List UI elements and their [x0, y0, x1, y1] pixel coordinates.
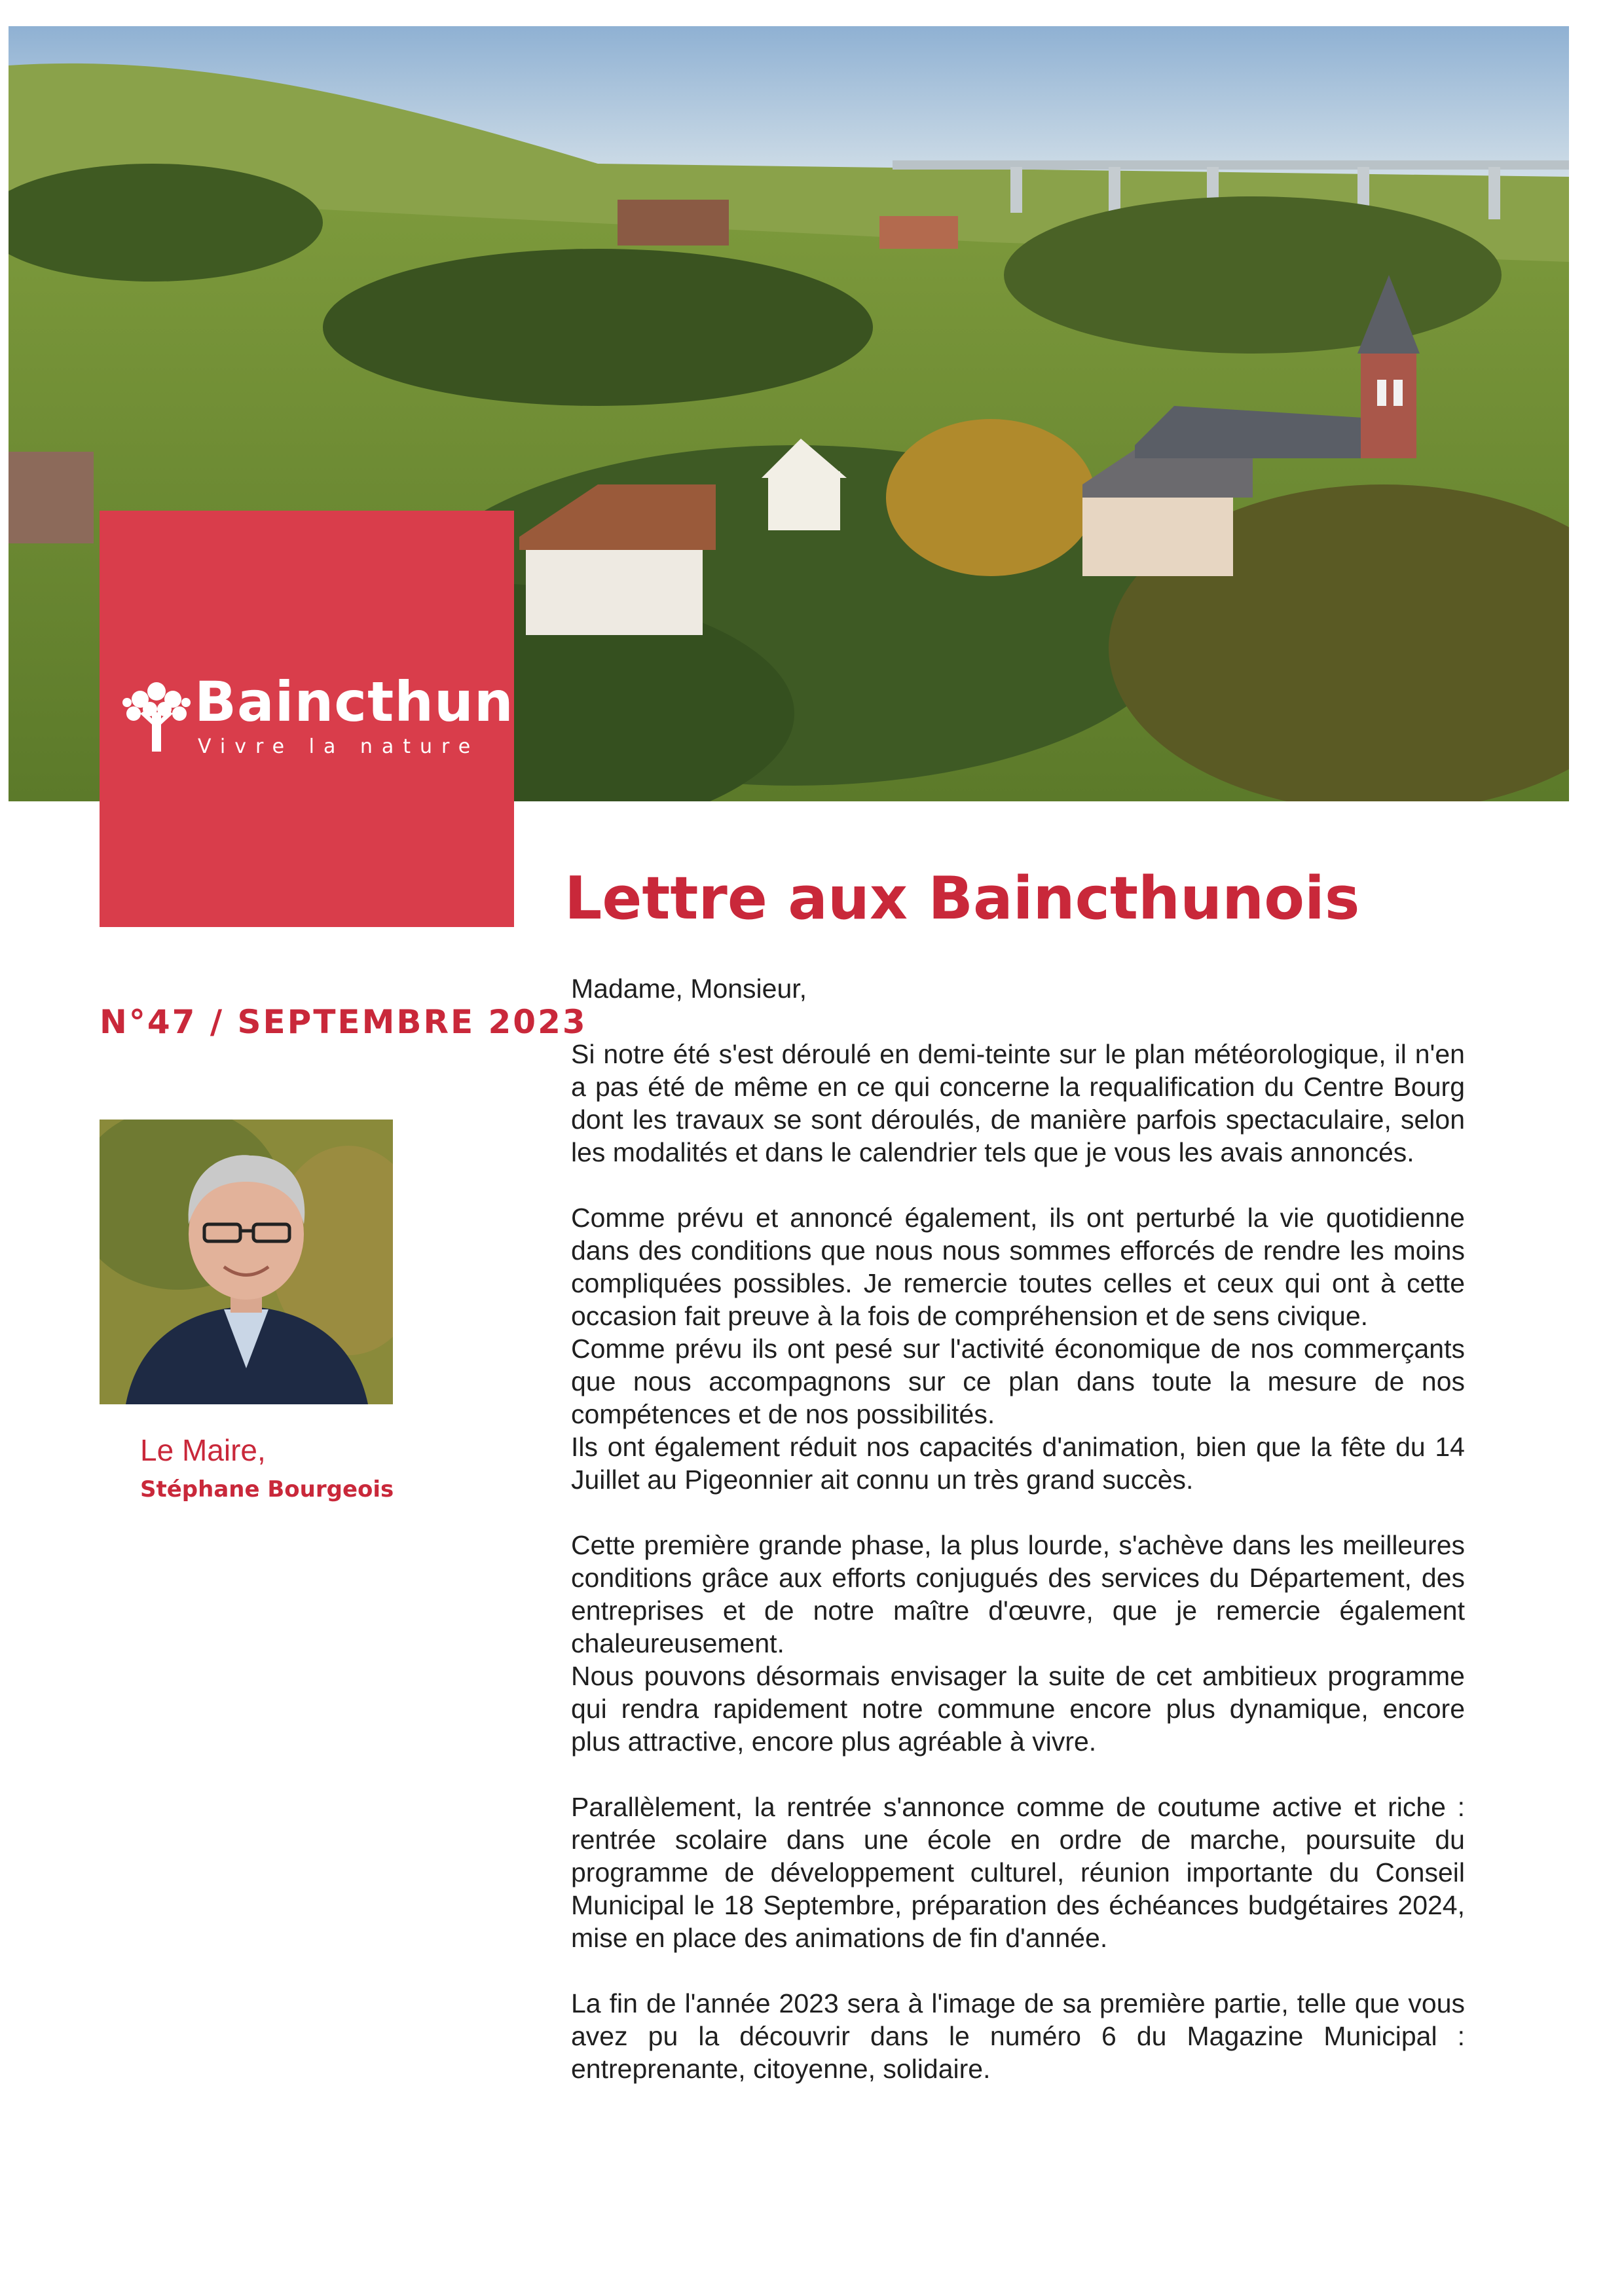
letter-paragraph: Parallèlement, la rentrée s'annonce comme de coutume active et riche : rentrée scolaire dans une école en ordre de marche, poursuite du programme de développement culturel, réunion importante du Conseil Municipal le 18 Septembre, préparation des échéances budgétaires 2024, mise en place des animations de fin d'année.: [571, 1792, 1465, 1953]
brand-tagline: Vivre la nature: [198, 735, 480, 758]
issue-number: N°47 / SEPTEMBRE 2023: [100, 1003, 587, 1041]
letter-paragraph: Cette première grande phase, la plus lourde, s'achève dans les meilleures conditions grâce aux efforts conjugués des services du Département, des entreprises et de notre maître d'œuvre, que je remercie également chaleureusement.: [571, 1530, 1465, 1658]
tree-icon: [114, 673, 199, 758]
letter-paragraph: Si notre été s'est déroulé en demi-teinte sur le plan météorologique, il n'en a pas été de même en ce qui concerne la requalification du Centre Bourg dont les travaux se sont déroulés, de manière parfois spectaculaire, selon les modalités et dans le calendrier tels que je vous les avais annoncés.: [571, 1039, 1465, 1167]
letter-paragraph: Nous pouvons désormais envisager la suite de cet ambitieux programme qui rendra rapidement notre commune encore plus dynamique, encore plus attractive, encore plus agréable à vivre.: [571, 1661, 1465, 1757]
mayor-photo: [100, 1120, 393, 1404]
mayor-title: Le Maire,: [140, 1433, 266, 1467]
letter-body: [571, 972, 1465, 2118]
letter-salutation: Madame, Monsieur,: [571, 974, 807, 1004]
brand-name: Baincthun: [194, 670, 514, 734]
letter-title: Lettre aux Baincthunois: [564, 864, 1360, 933]
mayor-portrait: [100, 1120, 393, 1404]
brand-box: [100, 511, 514, 927]
letter-paragraph: La fin de l'année 2023 sera à l'image de sa première partie, telle que vous avez pu la découvrir dans le numéro 6 du Magazine Municipal : entreprenante, citoyenne, solidaire.: [571, 1988, 1465, 2084]
letter-paragraph: Comme prévu et annoncé également, ils ont perturbé la vie quotidienne dans des conditions que nous nous sommes efforcés de rendre les moins compliquées possibles. Je remercie toutes celles et ceux qui ont à cette occasion fait preuve à la fois de compréhension et de sens civique.: [571, 1203, 1465, 1331]
letter-paragraph: Comme prévu ils ont pesé sur l'activité économique de nos commerçants que nous accompagnons sur ce plan dans toute la mesure de nos compétences et de nos possibilités.: [571, 1334, 1465, 1429]
mayor-name: Stéphane Bourgeois: [140, 1476, 394, 1503]
letter-paragraph: Ils ont également réduit nos capacités d'animation, bien que la fête du 14 Juillet au Pigeonnier ait connu un très grand succès.: [571, 1432, 1465, 1495]
